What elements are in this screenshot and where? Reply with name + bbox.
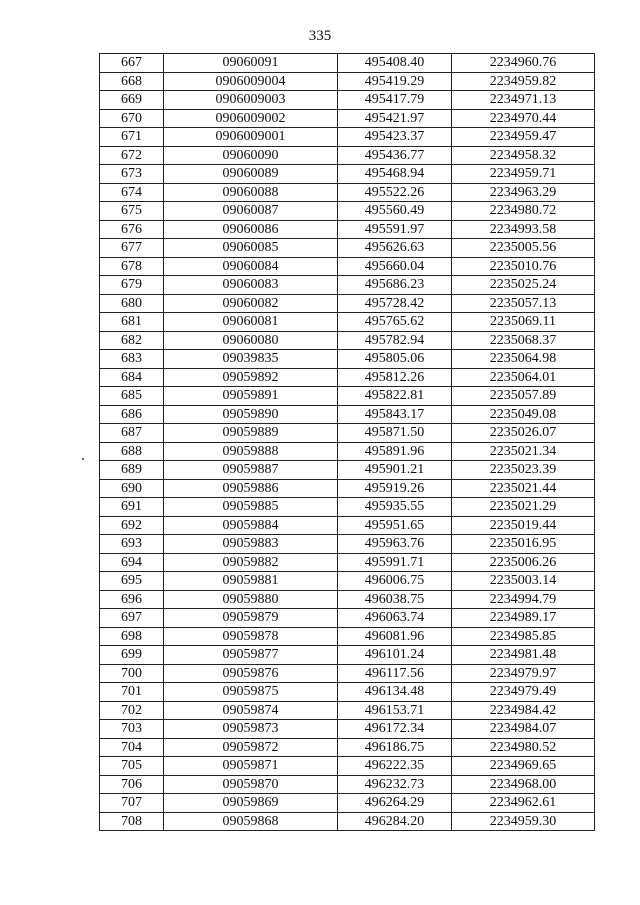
point-id-cell: 09060085	[164, 239, 338, 258]
x-coordinate-cell: 496172.34	[338, 720, 452, 739]
y-coordinate-cell: 2235016.95	[452, 535, 595, 554]
y-coordinate-cell: 2235025.24	[452, 276, 595, 295]
x-coordinate-cell: 496264.29	[338, 794, 452, 813]
x-coordinate-cell: 496063.74	[338, 609, 452, 628]
x-coordinate-cell: 495891.96	[338, 442, 452, 461]
table-row	[100, 331, 595, 350]
table-row	[100, 294, 595, 313]
row-index-cell: 694	[100, 553, 164, 572]
table-row	[100, 738, 595, 757]
table-row	[100, 498, 595, 517]
point-id-cell: 09060082	[164, 294, 338, 313]
point-id-cell: 09059881	[164, 572, 338, 591]
table-row	[100, 701, 595, 720]
row-index-cell: 705	[100, 757, 164, 776]
x-coordinate-cell: 495626.63	[338, 239, 452, 258]
point-id-cell: 09060090	[164, 146, 338, 165]
y-coordinate-cell: 2234959.30	[452, 812, 595, 831]
x-coordinate-cell: 496186.75	[338, 738, 452, 757]
table-row	[100, 627, 595, 646]
row-index-cell: 696	[100, 590, 164, 609]
table-row	[100, 775, 595, 794]
x-coordinate-cell: 495421.97	[338, 109, 452, 128]
point-id-cell: 09059873	[164, 720, 338, 739]
table-row	[100, 609, 595, 628]
row-index-cell: 688	[100, 442, 164, 461]
x-coordinate-cell: 495843.17	[338, 405, 452, 424]
row-index-cell: 702	[100, 701, 164, 720]
x-coordinate-cell: 495560.49	[338, 202, 452, 221]
table-row	[100, 461, 595, 480]
row-index-cell: 690	[100, 479, 164, 498]
point-id-cell: 09059886	[164, 479, 338, 498]
point-id-cell: 09060089	[164, 165, 338, 184]
x-coordinate-cell: 495919.26	[338, 479, 452, 498]
row-index-cell: 670	[100, 109, 164, 128]
y-coordinate-cell: 2235010.76	[452, 257, 595, 276]
x-coordinate-cell: 496038.75	[338, 590, 452, 609]
row-index-cell: 674	[100, 183, 164, 202]
point-id-cell: 09059876	[164, 664, 338, 683]
y-coordinate-cell: 2234979.97	[452, 664, 595, 683]
y-coordinate-cell: 2235057.13	[452, 294, 595, 313]
x-coordinate-cell: 495468.94	[338, 165, 452, 184]
table-row	[100, 387, 595, 406]
point-id-cell: 09039835	[164, 350, 338, 369]
point-id-cell: 0906009001	[164, 128, 338, 147]
point-id-cell: 09059882	[164, 553, 338, 572]
y-coordinate-cell: 2234962.61	[452, 794, 595, 813]
row-index-cell: 700	[100, 664, 164, 683]
table-row	[100, 54, 595, 73]
x-coordinate-cell: 495805.06	[338, 350, 452, 369]
table-row	[100, 590, 595, 609]
x-coordinate-cell: 495765.62	[338, 313, 452, 332]
x-coordinate-cell: 495963.76	[338, 535, 452, 554]
table-row	[100, 109, 595, 128]
point-id-cell: 09059890	[164, 405, 338, 424]
point-id-cell: 09060083	[164, 276, 338, 295]
row-index-cell: 708	[100, 812, 164, 831]
point-id-cell: 09059892	[164, 368, 338, 387]
table-row	[100, 165, 595, 184]
table-row	[100, 313, 595, 332]
table-row	[100, 183, 595, 202]
table-body	[100, 54, 595, 831]
row-index-cell: 697	[100, 609, 164, 628]
y-coordinate-cell: 2234981.48	[452, 646, 595, 665]
x-coordinate-cell: 495901.21	[338, 461, 452, 480]
x-coordinate-cell: 495408.40	[338, 54, 452, 73]
table-row	[100, 794, 595, 813]
table-row	[100, 553, 595, 572]
y-coordinate-cell: 2235049.08	[452, 405, 595, 424]
table-row	[100, 757, 595, 776]
point-id-cell: 09059878	[164, 627, 338, 646]
x-coordinate-cell: 495660.04	[338, 257, 452, 276]
row-index-cell: 668	[100, 72, 164, 91]
point-id-cell: 09059885	[164, 498, 338, 517]
point-id-cell: 09059887	[164, 461, 338, 480]
y-coordinate-cell: 2234980.52	[452, 738, 595, 757]
y-coordinate-cell: 2235068.37	[452, 331, 595, 350]
x-coordinate-cell: 495951.65	[338, 516, 452, 535]
y-coordinate-cell: 2234959.71	[452, 165, 595, 184]
row-index-cell: 672	[100, 146, 164, 165]
point-id-cell: 0906009004	[164, 72, 338, 91]
y-coordinate-cell: 2235019.44	[452, 516, 595, 535]
point-id-cell: 09059869	[164, 794, 338, 813]
y-coordinate-cell: 2234960.76	[452, 54, 595, 73]
row-index-cell: 680	[100, 294, 164, 313]
x-coordinate-cell: 495871.50	[338, 424, 452, 443]
x-coordinate-cell: 496284.20	[338, 812, 452, 831]
row-index-cell: 671	[100, 128, 164, 147]
point-id-cell: 09059870	[164, 775, 338, 794]
table-row	[100, 276, 595, 295]
scan-speck	[82, 458, 84, 460]
y-coordinate-cell: 2234958.32	[452, 146, 595, 165]
row-index-cell: 673	[100, 165, 164, 184]
y-coordinate-cell: 2234963.29	[452, 183, 595, 202]
y-coordinate-cell: 2234989.17	[452, 609, 595, 628]
x-coordinate-cell: 496006.75	[338, 572, 452, 591]
row-index-cell: 683	[100, 350, 164, 369]
point-id-cell: 09060088	[164, 183, 338, 202]
row-index-cell: 703	[100, 720, 164, 739]
row-index-cell: 667	[100, 54, 164, 73]
x-coordinate-cell: 495935.55	[338, 498, 452, 517]
point-id-cell: 09060091	[164, 54, 338, 73]
y-coordinate-cell: 2234968.00	[452, 775, 595, 794]
y-coordinate-cell: 2234984.42	[452, 701, 595, 720]
point-id-cell: 09059891	[164, 387, 338, 406]
point-id-cell: 09059875	[164, 683, 338, 702]
y-coordinate-cell: 2234985.85	[452, 627, 595, 646]
y-coordinate-cell: 2235064.98	[452, 350, 595, 369]
table-row	[100, 202, 595, 221]
page-number: 335	[308, 28, 332, 44]
y-coordinate-cell: 2235064.01	[452, 368, 595, 387]
point-id-cell: 09060084	[164, 257, 338, 276]
y-coordinate-cell: 2235021.44	[452, 479, 595, 498]
row-index-cell: 679	[100, 276, 164, 295]
x-coordinate-cell: 496232.73	[338, 775, 452, 794]
row-index-cell: 707	[100, 794, 164, 813]
x-coordinate-cell: 495419.29	[338, 72, 452, 91]
row-index-cell: 669	[100, 91, 164, 110]
table-row	[100, 350, 595, 369]
point-id-cell: 09059889	[164, 424, 338, 443]
point-id-cell: 09059868	[164, 812, 338, 831]
y-coordinate-cell: 2234971.13	[452, 91, 595, 110]
x-coordinate-cell: 496134.48	[338, 683, 452, 702]
row-index-cell: 681	[100, 313, 164, 332]
row-index-cell: 676	[100, 220, 164, 239]
point-id-cell: 09060087	[164, 202, 338, 221]
point-id-cell: 09059874	[164, 701, 338, 720]
row-index-cell: 693	[100, 535, 164, 554]
table-row	[100, 812, 595, 831]
row-index-cell: 682	[100, 331, 164, 350]
row-index-cell: 675	[100, 202, 164, 221]
y-coordinate-cell: 2235005.56	[452, 239, 595, 258]
point-id-cell: 09059871	[164, 757, 338, 776]
table-row	[100, 72, 595, 91]
point-id-cell: 09059884	[164, 516, 338, 535]
point-id-cell: 09060086	[164, 220, 338, 239]
coordinate-table	[99, 53, 595, 831]
y-coordinate-cell: 2235023.39	[452, 461, 595, 480]
y-coordinate-cell: 2234959.47	[452, 128, 595, 147]
x-coordinate-cell: 495436.77	[338, 146, 452, 165]
row-index-cell: 704	[100, 738, 164, 757]
y-coordinate-cell: 2235069.11	[452, 313, 595, 332]
x-coordinate-cell: 495522.26	[338, 183, 452, 202]
x-coordinate-cell: 495417.79	[338, 91, 452, 110]
row-index-cell: 686	[100, 405, 164, 424]
y-coordinate-cell: 2234980.72	[452, 202, 595, 221]
table-row	[100, 91, 595, 110]
x-coordinate-cell: 496222.35	[338, 757, 452, 776]
table-row	[100, 128, 595, 147]
x-coordinate-cell: 495423.37	[338, 128, 452, 147]
y-coordinate-cell: 2235057.89	[452, 387, 595, 406]
row-index-cell: 685	[100, 387, 164, 406]
x-coordinate-cell: 495591.97	[338, 220, 452, 239]
point-id-cell: 09059872	[164, 738, 338, 757]
y-coordinate-cell: 2234969.65	[452, 757, 595, 776]
table-row	[100, 220, 595, 239]
table-row	[100, 146, 595, 165]
table-row	[100, 479, 595, 498]
row-index-cell: 698	[100, 627, 164, 646]
y-coordinate-cell: 2234993.58	[452, 220, 595, 239]
row-index-cell: 699	[100, 646, 164, 665]
x-coordinate-cell: 496101.24	[338, 646, 452, 665]
table-row	[100, 257, 595, 276]
row-index-cell: 691	[100, 498, 164, 517]
point-id-cell: 09060080	[164, 331, 338, 350]
y-coordinate-cell: 2235026.07	[452, 424, 595, 443]
table-row	[100, 424, 595, 443]
table-row	[100, 664, 595, 683]
x-coordinate-cell: 496153.71	[338, 701, 452, 720]
table-row	[100, 720, 595, 739]
table-row	[100, 516, 595, 535]
point-id-cell: 09059880	[164, 590, 338, 609]
y-coordinate-cell: 2235006.26	[452, 553, 595, 572]
row-index-cell: 677	[100, 239, 164, 258]
point-id-cell: 09059879	[164, 609, 338, 628]
row-index-cell: 701	[100, 683, 164, 702]
y-coordinate-cell: 2234959.82	[452, 72, 595, 91]
y-coordinate-cell: 2234994.79	[452, 590, 595, 609]
x-coordinate-cell: 495782.94	[338, 331, 452, 350]
row-index-cell: 678	[100, 257, 164, 276]
table-row	[100, 646, 595, 665]
y-coordinate-cell: 2235003.14	[452, 572, 595, 591]
x-coordinate-cell: 495728.42	[338, 294, 452, 313]
point-id-cell: 09060081	[164, 313, 338, 332]
table-row	[100, 535, 595, 554]
x-coordinate-cell: 496117.56	[338, 664, 452, 683]
row-index-cell: 687	[100, 424, 164, 443]
row-index-cell: 692	[100, 516, 164, 535]
x-coordinate-cell: 496081.96	[338, 627, 452, 646]
table-row	[100, 405, 595, 424]
point-id-cell: 0906009003	[164, 91, 338, 110]
y-coordinate-cell: 2235021.29	[452, 498, 595, 517]
point-id-cell: 09059877	[164, 646, 338, 665]
table-row	[100, 442, 595, 461]
table-row	[100, 572, 595, 591]
table-row	[100, 239, 595, 258]
x-coordinate-cell: 495822.81	[338, 387, 452, 406]
point-id-cell: 09059883	[164, 535, 338, 554]
point-id-cell: 09059888	[164, 442, 338, 461]
y-coordinate-cell: 2235021.34	[452, 442, 595, 461]
row-index-cell: 695	[100, 572, 164, 591]
table-row	[100, 683, 595, 702]
row-index-cell: 684	[100, 368, 164, 387]
x-coordinate-cell: 495812.26	[338, 368, 452, 387]
y-coordinate-cell: 2234970.44	[452, 109, 595, 128]
y-coordinate-cell: 2234984.07	[452, 720, 595, 739]
x-coordinate-cell: 495991.71	[338, 553, 452, 572]
x-coordinate-cell: 495686.23	[338, 276, 452, 295]
table-row	[100, 368, 595, 387]
row-index-cell: 706	[100, 775, 164, 794]
y-coordinate-cell: 2234979.49	[452, 683, 595, 702]
row-index-cell: 689	[100, 461, 164, 480]
point-id-cell: 0906009002	[164, 109, 338, 128]
